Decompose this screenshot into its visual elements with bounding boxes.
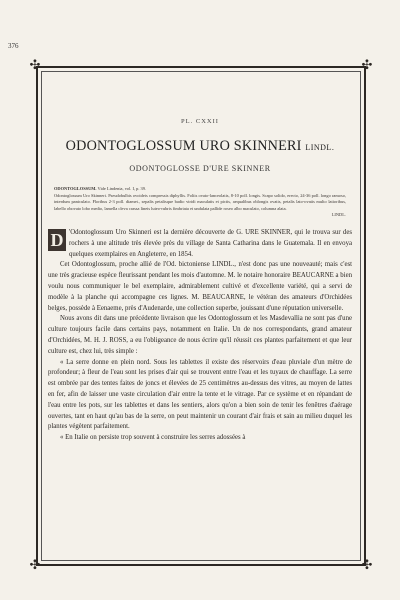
dropcap: D [48, 229, 66, 251]
synopsis-lead: ODONTOGLOSSUM. [54, 186, 97, 191]
paragraph: Cet Odontoglossum, proche allié de l'Od. bictoniense LINDL., n'est donc pas une nouveauté; mais c'est une très gracieuse espèce fleurissant pendant les mois d'automne. M. le notaire honoraire BEAUCARNE a bien voulu nous communiquer le bel exemplaire, admirablement cultivé et d'excellente variété, qui a servi de modèle à la planche qui accompagne ces lignes. M. BEAUCARNE, le vétéran des amateurs d'Orchidées belges, possède à Eenaeme, près d'Audenarde, une collection superbe, jouissant d'une réputation universelle. [48, 261, 352, 312]
body-text [48, 228, 352, 444]
article [48, 118, 352, 444]
title-author: LINDL. [305, 143, 335, 152]
corner-ornament-icon: ✣ [361, 557, 373, 572]
latin-description [48, 186, 352, 219]
title-name: ODONTOGLOSSUM URO SKINNERI [65, 138, 302, 154]
synopsis-source: LINDL. [331, 212, 346, 218]
paragraph: 'Odontoglossum Uro Skinneri est la dernière découverte de G. URE SKINNER, qui le trouva sur des rochers à une altitude très élevée près du village de Santa Catharina dans le Guatemala. Il en envoya quelques exemplaires en Angleterre, en 1854. [69, 228, 352, 258]
synopsis-text: Odontoglossum Uro Skinneri. Pseudobulbis ovoideis compressis diphyllis. Foliis ovato-lanceolatis, 8-10 poll. longis. Scapo solido, erecto, 24-36 poll. longo ramoso, interdum paniculato. Floribus 2-3 poll. diamet., sepalis petalisque badio viridi maculatis et pictis, aequalibus oblongis ovatis, petalis lato-ovatis multo latioribus, labello obovato lobo medio, lamella cleva crassa lineis luteo-rubris fimbriata et undulata pallide roseo albo maculato, columna alata. [54, 192, 346, 211]
paragraph: « En Italie on persiste trop souvent à construire les serres adossées à [60, 434, 246, 442]
corner-ornament-icon: ✣ [29, 57, 41, 72]
plate-number: PL. CXXII [181, 118, 219, 125]
page-title [48, 138, 352, 155]
page-number: 376 [8, 42, 19, 50]
page-subtitle: ODONTOGLOSSE D'URE SKINNER [129, 164, 271, 173]
corner-ornament-icon: ✣ [361, 57, 373, 72]
synopsis-reference: Vide Lindenia, vol. I, p. 39. [97, 186, 147, 191]
paragraph: Nous avons dit dans une précédente livraison que les Odontoglossum et les Masdevallia ne sont pas d'une culture toujours facile dans certains pays, notamment en Italie. Un de nos correspondants, grand amateur d'Orchidées, M. H. J. ROSS, a eu l'obligeance de nous écrire qu'il réussit ces plantes parfaitement et que leur culture est, chez lui, très simple : [48, 315, 352, 355]
paragraph: « La serre donne en plein nord. Sous les tablettes il existe des réservoirs d'eau pluviale d'un mètre de profondeur; à fleur de l'eau sont les prises d'air qui se trouvent entre l'eau et les tuyaux de chauffage. La serre est ombrée par des tentes faites de joncs et élevées de 25 centimètres au-dessus des vitres, au moyen de lattes en fer, afin de laisser une vaste circulation d'air entre la tente et le vitrage. Par ce système et en répandant de l'eau entre les pots, sur les tablettes et dans les sentiers, alors qu'on a bien soin de tenir les fenêtres d'aérage ouvertes, tant en haut qu'au bas de la serre, on peut maintenir un courant d'air frais et sain au milieu duquel les plantes végètent parfaitement. [48, 358, 352, 431]
corner-ornament-icon: ✣ [29, 557, 41, 572]
